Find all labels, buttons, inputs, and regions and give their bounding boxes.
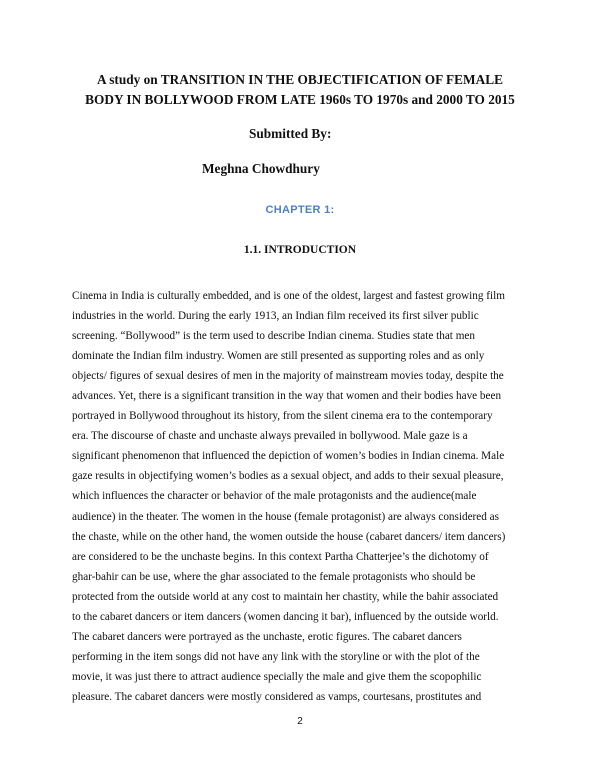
body-line: audience) in the theater. The women in the house (female protagonist) are always considered as	[72, 510, 499, 523]
body-line: are considered to be the unchaste begins. In this context Partha Chatterjee’s the dichotomy of	[72, 550, 489, 563]
body-line: gaze results in objectifying women’s bodies as a sexual object, and adds to their sexual pleasure,	[72, 470, 504, 483]
body-line: the chaste, while on the other hand, the women outside the house (cabaret dancers/ item dancers)	[72, 530, 506, 543]
body-paragraph	[72, 286, 532, 707]
body-line: screening. “Bollywood” is the term used to describe Indian cinema. Studies state that men	[72, 330, 475, 343]
page-number: 2	[297, 716, 303, 727]
author-name: Meghna Chowdhury	[202, 161, 320, 176]
body-line: advances. Yet, there is a significant transition in the way that women and their bodies have been	[72, 390, 502, 403]
body-line: which influences the character or behavior of the male protagonists and the audience(male	[72, 490, 477, 503]
body-line: significant phenomenon that influenced the depiction of women’s bodies in Indian cinema. Male	[72, 450, 505, 463]
submitted-by-label: Submitted By:	[249, 126, 332, 141]
section-heading: 1.1. INTRODUCTION	[243, 244, 357, 256]
body-line: ghar-bahir can be use, where the ghar associated to the female protagonists who should be	[72, 570, 476, 583]
body-line: dominate the Indian film industry. Women are still presented as supporting roles and as only	[72, 350, 485, 363]
document-title	[60, 70, 540, 110]
title-line-1: A study on TRANSITION IN THE OBJECTIFICATION OF FEMALE	[97, 72, 503, 87]
body-line: The cabaret dancers were portrayed as the unchaste, erotic figures. The cabaret dancers	[72, 630, 462, 643]
body-line: protected from the outside world at any cost to maintain her chastity, while the bahir associated	[72, 590, 499, 603]
body-line: portrayed in Bollywood throughout its history, from the silent cinema era to the contemporary	[72, 410, 493, 423]
chapter-heading: CHAPTER 1:	[265, 204, 335, 216]
body-line: to the cabaret dancers or item dancers (women dancing it bar), influenced by the outside world.	[72, 610, 499, 623]
body-line: pleasure. The cabaret dancers were mostly considered as vamps, courtesans, prostitutes and	[72, 690, 482, 703]
body-line: Cinema in India is culturally embedded, and is one of the oldest, largest and fastest growing film	[72, 290, 505, 302]
body-line: movie, it was just there to attract audience specially the male and give them the scopophilic	[72, 670, 482, 683]
body-line: era. The discourse of chaste and unchaste always prevailed in bollywood. Male gaze is a	[72, 430, 468, 443]
body-line: performing in the item songs did not have any link with the storyline or with the plot of the	[72, 650, 480, 663]
body-line: industries in the world. During the early 1913, an Indian film received its first silver public	[72, 310, 479, 323]
body-line: objects/ figures of sexual desires of men in the majority of mainstream movies today, despite the	[72, 370, 504, 383]
title-line-2: BODY IN BOLLYWOOD FROM LATE 1960s TO 1970s and 2000 TO 2015	[85, 92, 515, 107]
